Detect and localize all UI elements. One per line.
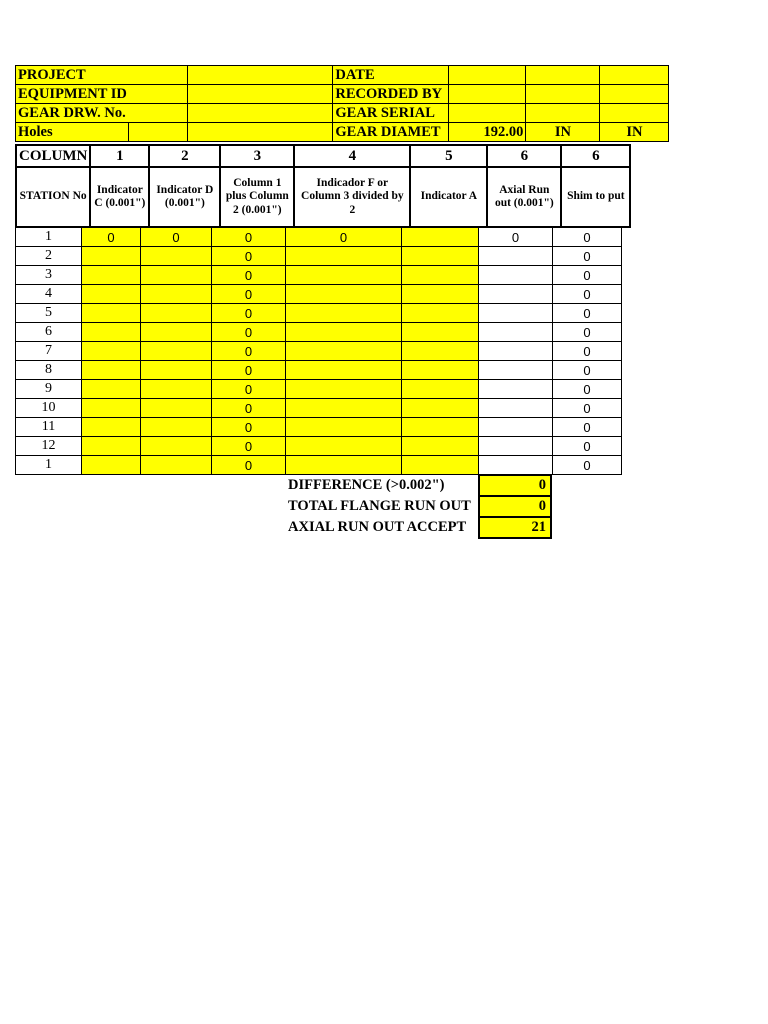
indicator-f-cell[interactable] bbox=[286, 399, 402, 418]
indicator-d-cell[interactable] bbox=[141, 399, 212, 418]
indicator-d-cell[interactable] bbox=[141, 266, 212, 285]
indicator-c-cell[interactable] bbox=[82, 247, 141, 266]
recorded-by-extra-cell[interactable] bbox=[526, 85, 600, 104]
axial-run-out-cell[interactable] bbox=[479, 399, 553, 418]
table-row bbox=[16, 285, 622, 304]
axial-run-out-accept-label: AXIAL RUN OUT ACCEPT bbox=[288, 519, 467, 535]
indicator-a-cell[interactable] bbox=[402, 361, 479, 380]
station-cell: 7 bbox=[16, 342, 82, 361]
indicator-c-cell[interactable] bbox=[82, 380, 141, 399]
indicator-f-cell[interactable]: 0 bbox=[286, 228, 402, 247]
indicator-f-cell[interactable] bbox=[286, 304, 402, 323]
total-flange-run-out-value[interactable]: 0 bbox=[479, 496, 551, 517]
axial-run-out-accept-value[interactable]: 21 bbox=[479, 517, 551, 538]
column-row-label: COLUMN bbox=[16, 145, 90, 167]
indicator-d-cell[interactable] bbox=[141, 304, 212, 323]
indicator-a-cell[interactable] bbox=[402, 456, 479, 475]
indicator-f-cell[interactable] bbox=[286, 323, 402, 342]
station-cell: 11 bbox=[16, 418, 82, 437]
column-title-station: STATION No bbox=[16, 167, 90, 227]
col1-plus-col2-cell[interactable]: 0 bbox=[212, 380, 286, 399]
holes-extra-cell[interactable] bbox=[188, 123, 333, 142]
indicator-c-cell[interactable] bbox=[82, 323, 141, 342]
indicator-a-cell[interactable] bbox=[402, 228, 479, 247]
unit-label-2: IN bbox=[600, 123, 669, 142]
indicator-d-cell[interactable] bbox=[141, 437, 212, 456]
gear-serial-extra-cell-2[interactable] bbox=[600, 104, 669, 123]
table-row bbox=[16, 380, 622, 399]
indicator-a-cell[interactable] bbox=[402, 285, 479, 304]
indicator-c-cell[interactable] bbox=[82, 361, 141, 380]
indicator-f-cell[interactable] bbox=[286, 437, 402, 456]
table-row bbox=[16, 399, 622, 418]
shim-cell[interactable]: 0 bbox=[553, 380, 622, 399]
indicator-c-cell[interactable] bbox=[82, 437, 141, 456]
indicator-d-cell[interactable]: 0 bbox=[141, 228, 212, 247]
recorded-by-value-cell[interactable] bbox=[449, 85, 526, 104]
table-row bbox=[16, 361, 622, 380]
indicator-a-cell[interactable] bbox=[402, 266, 479, 285]
table-row bbox=[16, 437, 622, 456]
equipment-id-cell[interactable] bbox=[129, 85, 188, 104]
column-title-indicator-f: Indicador F or Column 3 divided by 2 bbox=[294, 167, 410, 227]
indicator-c-cell[interactable] bbox=[82, 418, 141, 437]
indicator-f-cell[interactable] bbox=[286, 247, 402, 266]
shim-cell[interactable]: 0 bbox=[553, 456, 622, 475]
column-title-indicator-c: Indicator C (0.001") bbox=[90, 167, 149, 227]
column-number: 3 bbox=[220, 145, 294, 167]
table-row bbox=[16, 323, 622, 342]
indicator-f-cell[interactable] bbox=[286, 285, 402, 304]
indicator-a-cell[interactable] bbox=[402, 304, 479, 323]
col1-plus-col2-cell[interactable]: 0 bbox=[212, 266, 286, 285]
indicator-c-cell[interactable] bbox=[82, 285, 141, 304]
indicator-f-cell[interactable] bbox=[286, 361, 402, 380]
indicator-c-cell[interactable] bbox=[82, 399, 141, 418]
indicator-d-cell[interactable] bbox=[141, 323, 212, 342]
gear-serial-label: GEAR SERIAL bbox=[333, 104, 449, 123]
unit-label: IN bbox=[526, 123, 600, 142]
column-title-indicator-d: Indicator D (0.001") bbox=[149, 167, 220, 227]
column-number: 5 bbox=[410, 145, 487, 167]
axial-run-out-cell[interactable] bbox=[479, 456, 553, 475]
indicator-d-cell[interactable] bbox=[141, 247, 212, 266]
holes-label: Holes bbox=[16, 123, 129, 142]
difference-value[interactable]: 0 bbox=[479, 475, 551, 496]
indicator-c-cell[interactable] bbox=[82, 304, 141, 323]
col1-plus-col2-cell[interactable]: 0 bbox=[212, 361, 286, 380]
indicator-d-cell[interactable] bbox=[141, 380, 212, 399]
indicator-d-cell[interactable] bbox=[141, 456, 212, 475]
column-number: 1 bbox=[90, 145, 149, 167]
indicator-a-cell[interactable] bbox=[402, 342, 479, 361]
station-cell: 5 bbox=[16, 304, 82, 323]
shim-cell[interactable]: 0 bbox=[553, 437, 622, 456]
difference-label: DIFFERENCE (>0.002") bbox=[288, 477, 445, 493]
shim-cell[interactable]: 0 bbox=[553, 228, 622, 247]
col1-plus-col2-cell[interactable]: 0 bbox=[212, 247, 286, 266]
col1-plus-col2-cell[interactable]: 0 bbox=[212, 304, 286, 323]
station-cell: 10 bbox=[16, 399, 82, 418]
col1-plus-col2-cell[interactable]: 0 bbox=[212, 228, 286, 247]
station-cell: 2 bbox=[16, 247, 82, 266]
indicator-d-cell[interactable] bbox=[141, 418, 212, 437]
col1-plus-col2-cell[interactable]: 0 bbox=[212, 323, 286, 342]
gear-diameter-value[interactable]: 192.00 bbox=[449, 123, 526, 142]
shim-cell[interactable]: 0 bbox=[553, 399, 622, 418]
indicator-f-cell[interactable] bbox=[286, 266, 402, 285]
indicator-f-cell[interactable] bbox=[286, 456, 402, 475]
indicator-a-cell[interactable] bbox=[402, 399, 479, 418]
col1-plus-col2-cell[interactable]: 0 bbox=[212, 342, 286, 361]
axial-run-out-cell[interactable] bbox=[479, 304, 553, 323]
shim-cell[interactable]: 0 bbox=[553, 418, 622, 437]
indicator-d-cell[interactable] bbox=[141, 342, 212, 361]
table-row bbox=[16, 418, 622, 437]
table-row bbox=[16, 342, 622, 361]
column-number: 2 bbox=[149, 145, 220, 167]
gear-drw-cell[interactable] bbox=[129, 104, 188, 123]
indicator-c-cell[interactable] bbox=[82, 266, 141, 285]
station-cell: 1 bbox=[16, 228, 82, 247]
column-number: 6 bbox=[487, 145, 561, 167]
table-row bbox=[16, 228, 622, 247]
indicator-a-cell[interactable] bbox=[402, 418, 479, 437]
station-cell: 8 bbox=[16, 361, 82, 380]
summary-table bbox=[286, 474, 552, 539]
date-extra-cell-2[interactable] bbox=[600, 66, 669, 85]
col1-plus-col2-cell[interactable]: 0 bbox=[212, 437, 286, 456]
header-table bbox=[15, 65, 669, 142]
recorded-by-label: RECORDED BY bbox=[333, 85, 449, 104]
column-title-indicator-a: Indicator A bbox=[410, 167, 487, 227]
axial-run-out-cell[interactable] bbox=[479, 418, 553, 437]
equipment-id-value-cell[interactable] bbox=[188, 85, 333, 104]
total-flange-run-out-label: TOTAL FLANGE RUN OUT bbox=[288, 498, 471, 514]
gear-serial-extra-cell[interactable] bbox=[526, 104, 600, 123]
station-data-table bbox=[15, 227, 622, 475]
col1-plus-col2-cell[interactable]: 0 bbox=[212, 456, 286, 475]
indicator-f-cell[interactable] bbox=[286, 342, 402, 361]
axial-run-out-cell[interactable] bbox=[479, 437, 553, 456]
column-title-axial-run-out: Axial Run out (0.001") bbox=[487, 167, 561, 227]
col1-plus-col2-cell[interactable]: 0 bbox=[212, 399, 286, 418]
column-title-shim: Shim to put bbox=[561, 167, 630, 227]
shim-cell[interactable]: 0 bbox=[553, 323, 622, 342]
axial-run-out-cell[interactable] bbox=[479, 361, 553, 380]
indicator-c-cell[interactable] bbox=[82, 456, 141, 475]
shim-cell[interactable]: 0 bbox=[553, 285, 622, 304]
table-row bbox=[16, 304, 622, 323]
indicator-d-cell[interactable] bbox=[141, 361, 212, 380]
station-cell: 3 bbox=[16, 266, 82, 285]
station-cell: 6 bbox=[16, 323, 82, 342]
date-extra-cell[interactable] bbox=[526, 66, 600, 85]
indicator-c-cell[interactable]: 0 bbox=[82, 228, 141, 247]
indicator-a-cell[interactable] bbox=[402, 380, 479, 399]
shim-cell[interactable]: 0 bbox=[553, 304, 622, 323]
axial-run-out-cell[interactable] bbox=[479, 342, 553, 361]
date-label: DATE bbox=[333, 66, 449, 85]
gear-drw-label: GEAR DRW. No. bbox=[16, 104, 129, 123]
axial-run-out-cell[interactable] bbox=[479, 266, 553, 285]
col1-plus-col2-cell[interactable]: 0 bbox=[212, 285, 286, 304]
station-cell: 4 bbox=[16, 285, 82, 304]
station-cell: 12 bbox=[16, 437, 82, 456]
column-title-col1-plus-col2: Column 1 plus Column 2 (0.001") bbox=[220, 167, 294, 227]
indicator-d-cell[interactable] bbox=[141, 285, 212, 304]
station-cell: 1 bbox=[16, 456, 82, 475]
column-header-table bbox=[15, 144, 631, 228]
indicator-a-cell[interactable] bbox=[402, 437, 479, 456]
table-row bbox=[16, 456, 622, 475]
indicator-f-cell[interactable] bbox=[286, 418, 402, 437]
gear-diameter-label: GEAR DIAMET bbox=[333, 123, 449, 142]
gear-serial-value-cell[interactable] bbox=[449, 104, 526, 123]
equipment-id-label: EQUIPMENT ID bbox=[16, 85, 129, 104]
col1-plus-col2-cell[interactable]: 0 bbox=[212, 418, 286, 437]
gear-drw-value-cell[interactable] bbox=[188, 104, 333, 123]
indicator-c-cell[interactable] bbox=[82, 342, 141, 361]
table-row bbox=[16, 266, 622, 285]
recorded-by-extra-cell-2[interactable] bbox=[600, 85, 669, 104]
axial-run-out-cell[interactable] bbox=[479, 380, 553, 399]
project-label: PROJECT bbox=[16, 66, 129, 85]
project-value-cell[interactable] bbox=[129, 66, 188, 85]
shim-cell[interactable]: 0 bbox=[553, 361, 622, 380]
shim-cell[interactable]: 0 bbox=[553, 342, 622, 361]
shim-cell[interactable]: 0 bbox=[553, 247, 622, 266]
table-row bbox=[16, 247, 622, 266]
axial-run-out-cell[interactable] bbox=[479, 323, 553, 342]
indicator-f-cell[interactable] bbox=[286, 380, 402, 399]
holes-value-cell[interactable] bbox=[129, 123, 188, 142]
project-value-cell-2[interactable] bbox=[188, 66, 333, 85]
axial-run-out-cell[interactable] bbox=[479, 285, 553, 304]
column-number: 6 bbox=[561, 145, 630, 167]
indicator-a-cell[interactable] bbox=[402, 247, 479, 266]
axial-run-out-cell[interactable]: 0 bbox=[479, 228, 553, 247]
column-number: 4 bbox=[294, 145, 410, 167]
axial-run-out-cell[interactable] bbox=[479, 247, 553, 266]
station-cell: 9 bbox=[16, 380, 82, 399]
indicator-a-cell[interactable] bbox=[402, 323, 479, 342]
shim-cell[interactable]: 0 bbox=[553, 266, 622, 285]
date-value-cell[interactable] bbox=[449, 66, 526, 85]
